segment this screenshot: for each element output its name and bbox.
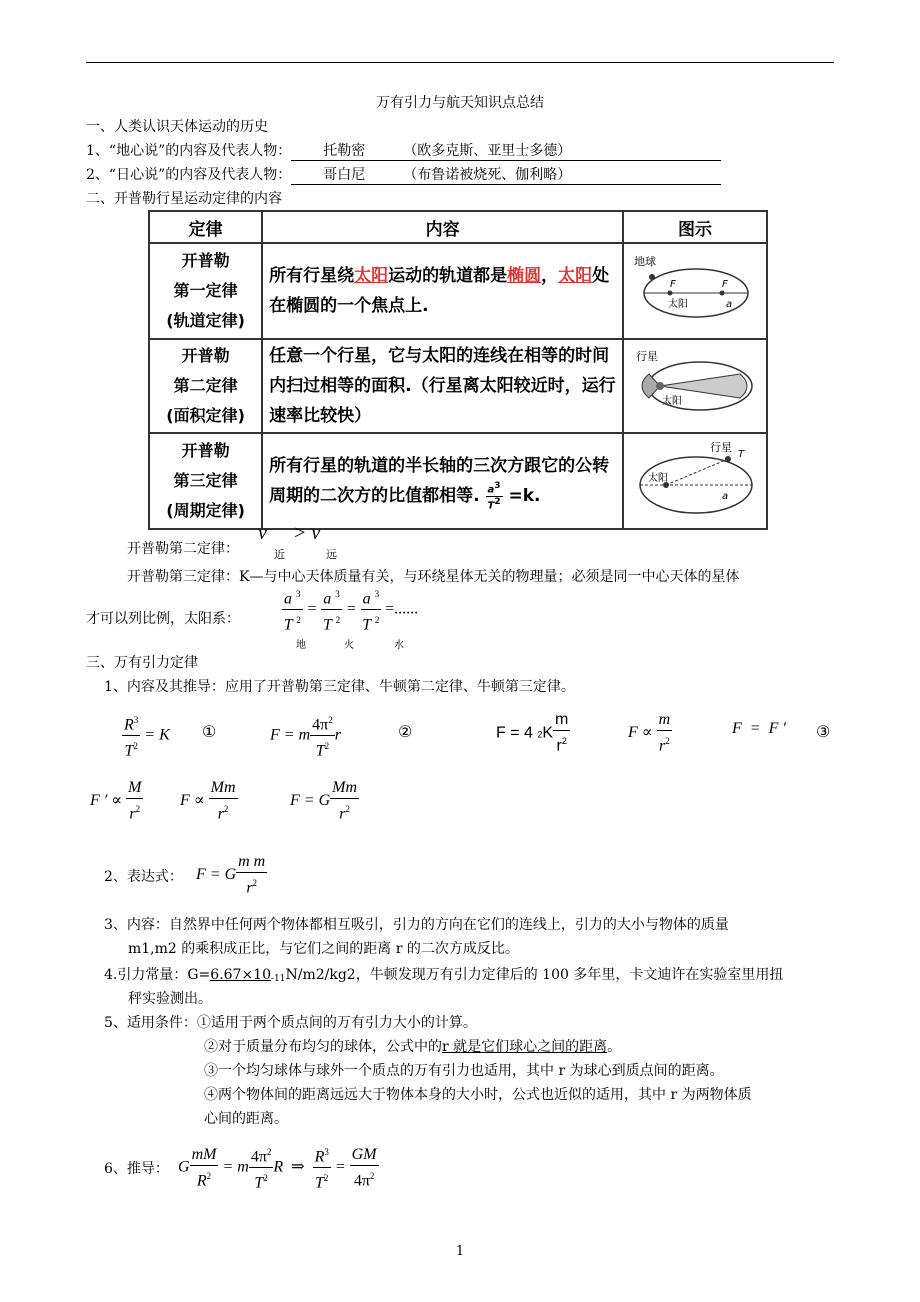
mercury-ratio: $\frac{a ^3}{T ^2}$: [361, 584, 382, 636]
planet-subscript-mars: 火: [344, 640, 354, 651]
law-name-cell: 开普勒 第一定律 (轨道定律): [149, 243, 262, 339]
formula-derivation: G $\frac{mM}{R^2}$ = m $\frac{4\pi^2}{T^2}$ R ⇒ $\frac{R^3}{T^2}$ = $\frac{GM}{4\pi^2}$: [178, 1142, 379, 1194]
svg-text:太阳: 太阳: [668, 299, 689, 310]
table-row: [149, 243, 767, 339]
law-name-cell: 开普勒 第二定律 (面积定律): [149, 339, 262, 433]
derivation-intro: 1、内容及其推导：应用了开普勒第三定律、牛顿第二定律、牛顿第三定律。: [104, 679, 575, 695]
circled-3: ③: [816, 722, 831, 741]
page-number: 1: [455, 1244, 465, 1259]
expression-label: 2、表达式：: [104, 869, 183, 885]
table-row: [149, 339, 767, 433]
formula-kepler-k: $\frac{R^3}{T^2}$ = K: [122, 710, 170, 762]
header-law: 定律: [149, 211, 262, 243]
formula-gravitation: F = G $\frac{\text{m m}}{r^2}$: [196, 853, 266, 897]
formula-newton-third: F = F ′: [732, 720, 786, 737]
svg-text:a: a: [726, 299, 733, 310]
section-1-heading: 一、人类认识天体运动的历史: [86, 119, 268, 135]
orbit-diagram-cell: [623, 243, 767, 339]
formula-f-gmm: F = G $\frac{Mm}{r^2}$: [290, 779, 358, 823]
kepler-third-law-text: 开普勒第三定律：K—与中心天体质量有关，与环绕星体无关的物理量；必须是同一中心天体的星体: [127, 569, 740, 585]
v-near-subscript: 近: [274, 548, 285, 561]
svg-text:T: T: [738, 449, 745, 460]
svg-text:F: F: [670, 279, 676, 290]
svg-text:a: a: [722, 491, 729, 502]
header-figure: 图示: [623, 211, 767, 243]
formula-centripetal: F = m $\frac{4\pi^2}{T^2}$ r: [270, 710, 341, 762]
svg-text:太阳: 太阳: [648, 473, 669, 484]
a3-over-t2-fraction: $\frac{a3}{T2}$: [487, 481, 501, 511]
law-content-cell: 任意一个行星，它与太阳的连线在相等的时间内扫过相等的面积.（行星离太阳较近时，运行速率比较快）: [262, 339, 623, 433]
section-2-heading: 二、开普勒行星运动定律的内容: [86, 191, 282, 207]
page-title: 万有引力与航天知识点总结: [376, 95, 544, 111]
svg-text:行星: 行星: [636, 350, 659, 363]
kepler-second-law-label: 开普勒第二定律：: [127, 541, 239, 557]
formula-fprime-prop-M: F ′ ∝ $\frac{M}{r^2}$: [90, 779, 142, 823]
solar-system-ratio: $\frac{a ^3}{T ^2}$ = $\frac{a ^3}{T ^2}$ = $\frac{a ^3}{T ^2}$ =......: [282, 584, 418, 636]
planet-subscript-earth: 地: [296, 640, 306, 651]
table-header-row: [149, 211, 767, 243]
circled-1: ①: [202, 722, 217, 741]
gravitational-constant-line: 4.引力常量：G=6.67×10-11N/m2/kg2，牛顿发现万有引力定律后的 100 多年里，卡文迪许在实验室里用扭: [104, 967, 784, 984]
geocentric-line: [86, 140, 721, 161]
circled-2: ②: [398, 722, 413, 741]
geocentric-answer: 托勒密 （欧多克斯、亚里士多德）: [291, 140, 721, 161]
planet-subscript-mercury: 水: [394, 640, 404, 651]
content-line-2: m1,m2 的乘积成正比，与它们之间的距离 r 的二次方成反比。: [128, 941, 519, 957]
earth-ratio: $\frac{a ^3}{T ^2}$: [282, 584, 303, 636]
law-name-cell: 开普勒 第三定律 (周期定律): [149, 433, 262, 529]
svg-text:太阳: 太阳: [662, 396, 683, 407]
section-3-heading: 三、万有引力定律: [86, 655, 198, 671]
heliocentric-line: [86, 164, 721, 185]
law-content-cell: 所有行星绕太阳运动的轨道都是椭圆，太阳处在椭圆的一个焦点上.: [262, 243, 623, 339]
ellipse-orbit-diagram: [630, 249, 760, 329]
condition-4-cont: 心间的距离。: [204, 1111, 288, 1127]
area-diagram-cell: [623, 339, 767, 433]
formula-f-prop-m: F ∝ $\frac{m}{r^2}$: [628, 711, 671, 755]
formula-f-4k: F = 4 2K $\frac{m}{r^2}$: [496, 711, 569, 755]
heliocentric-label: 2、“日心说”的内容及代表人物：: [86, 167, 292, 183]
mars-ratio: $\frac{a ^3}{T ^2}$: [321, 584, 342, 636]
kepler-third-law-text-2: 才可以列比例，太阳系：: [86, 611, 240, 627]
v-far-subscript: 远: [326, 548, 337, 561]
derivation-label: 6、推导：: [104, 1161, 169, 1177]
law-content-cell: 所有行星的轨道的半长轴的三次方跟它的公转周期的二次方的比值都相等. $\frac{a3}{T2}$ =k.: [262, 433, 623, 529]
header-rule: [86, 62, 834, 63]
table-row: [149, 433, 767, 529]
area-sweep-diagram: [630, 344, 760, 424]
conditions-label: 5、适用条件：①适用于两个质点间的万有引力大小的计算。: [104, 1015, 477, 1031]
svg-text:地球: 地球: [634, 255, 657, 268]
gravitational-constant-line-2: 秤实验测出。: [128, 991, 212, 1007]
condition-3: ③一个均匀球体与球外一个质点的万有引力也适用，其中 r 为球心到质点间的距离。: [204, 1063, 724, 1079]
svg-text:F: F: [722, 279, 728, 290]
velocity-inequality: v > v: [258, 522, 321, 544]
content-line-1: 3、内容：自然界中任何两个物体都相互吸引，引力的方向在它们的连线上，引力的大小与物体的质量: [104, 917, 729, 933]
period-diagram-cell: [623, 433, 767, 529]
period-orbit-diagram: [630, 437, 760, 521]
condition-2: ②对于质量分布均匀的球体，公式中的r 就是它们球心之间的距离。: [204, 1039, 622, 1055]
condition-4: ④两个物体间的距离远远大于物体本身的大小时，公式也近似的适用，其中 r 为两物体质: [204, 1087, 752, 1103]
header-content: 内容: [262, 211, 623, 243]
heliocentric-answer: 哥白尼 （布鲁诺被烧死、伽利略）: [291, 164, 721, 185]
geocentric-label: 1、“地心说”的内容及代表人物：: [86, 143, 292, 159]
formula-f-prop-Mm: F ∝ $\frac{Mm}{r^2}$: [180, 779, 236, 823]
kepler-laws-table: [148, 210, 768, 530]
svg-text:行星: 行星: [710, 441, 733, 454]
